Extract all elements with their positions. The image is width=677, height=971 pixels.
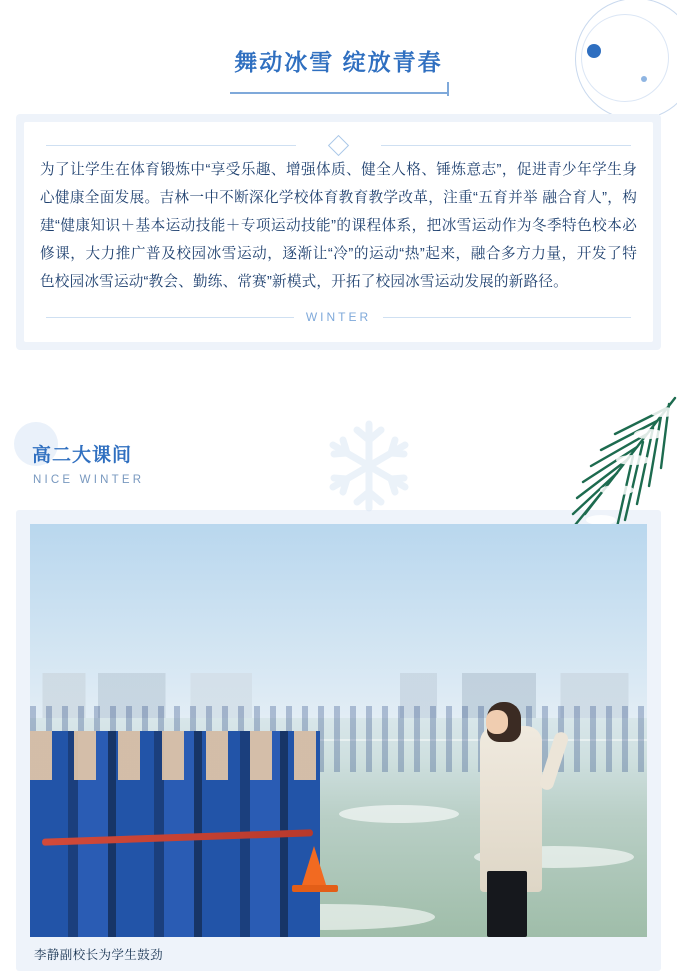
section-heading: 高二大课间 [32,445,133,466]
photo-caption: 李静副校长为学生鼓劲 [34,948,164,962]
section-header [0,438,677,500]
title-underline [230,92,448,94]
students-tug-of-war-photo [30,524,647,937]
intro-top-ornament [40,136,637,154]
winter-ornament-label: WINTER [298,310,379,324]
diamond-ornament-icon [328,135,349,156]
ornament-line-right [381,145,631,146]
section-subheading: NICE WINTER [33,474,145,486]
photo-card [16,510,661,971]
snowflake-icon [319,416,419,516]
intro-card [24,122,653,342]
photo-teacher-coat [480,726,542,891]
photo-snow-patch [339,805,459,823]
title-underline-tick [447,82,449,96]
photo-student-heads [30,731,320,781]
intro-bottom-ornament [40,304,637,330]
photo-teacher-face [486,710,508,734]
ornament-line-left [46,145,296,146]
photo-traffic-cone [301,846,327,888]
intro-card-frame [16,114,661,350]
ornament-line-left-bottom [46,317,294,318]
intro-paragraph: 为了让学生在体育锻炼中“享受乐趣、增强体质、健全人格、锤炼意志”，促进青少年学生身心健康全面发展。吉林一中不断深化学校体育教育教学改革，注重“五育并举 融合育人”，构建“健康知识＋基本运动技能＋专项运动技能”的课程体系，把冰雪运动作为冬季特色校本必修课，大力推广普及校园冰雪运动，逐渐让“冷”的运动“热”起来，融合多方力量，开发了特色校园冰雪运动“教会、勤练、常赛”新模式，开拓了校园冰雪运动发展的新路径。 [40,162,637,290]
photo-traffic-cone-base [292,885,338,892]
section-gaoer-recess [0,438,677,971]
page-title: 舞动冰雪 绽放青春 [234,49,443,75]
ornament-line-right-bottom [383,317,631,318]
page-title-wrap [0,40,677,92]
photo-teacher-legs [487,871,527,937]
